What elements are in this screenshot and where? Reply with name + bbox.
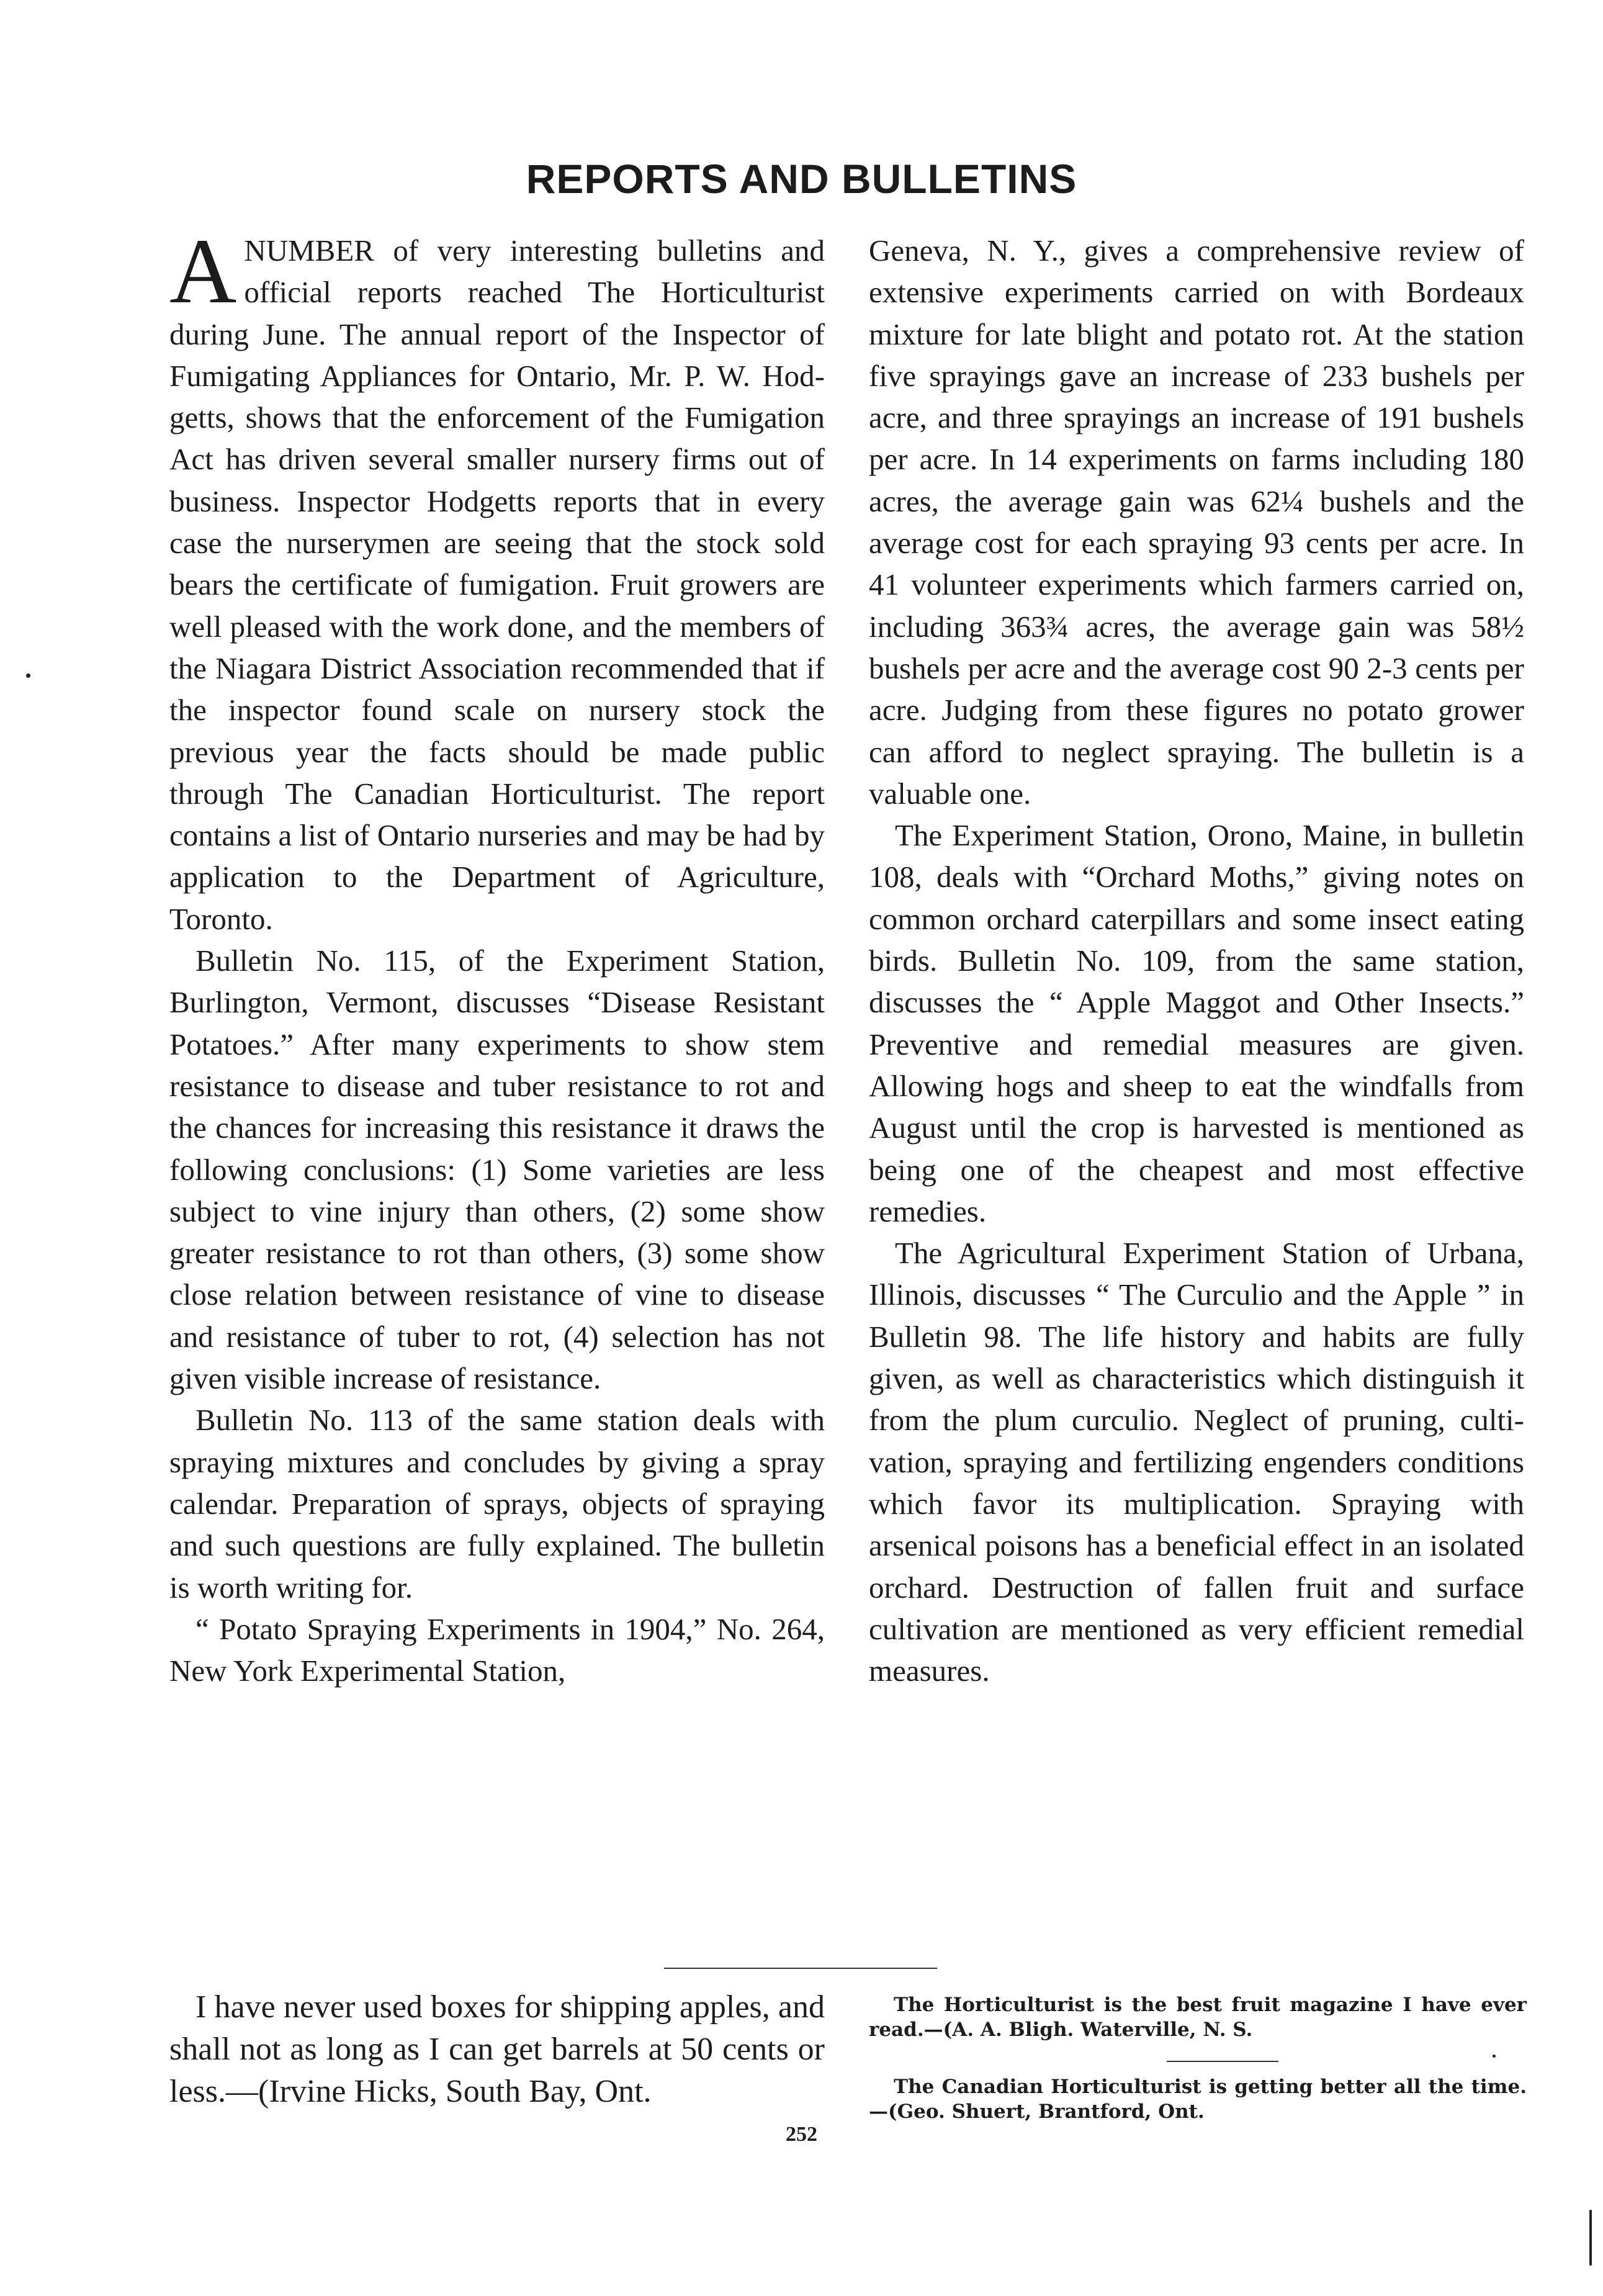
scan-speck [26,673,30,678]
reader-testimonial: I have never used boxes for shipping apples, and shall not as long as I can get barrels at 50 cents or less.—(Irvine Hicks, South Bay, Ont. [169,1989,825,2109]
section-divider [664,1968,937,1969]
intro-text: NUMBER of very interesting bulletins and official reports reached The Horticulturist during June. The annual report of the Inspector of Fumigating Appliances for Ontario, Mr. P. W. Hodgetts, shows that the enforcement of the Fumigation Act has driven several smaller nursery firms out of business. Inspector Hodgetts reports that in every case the nurserymen are seeing that the stock sold bears the certificate of fumigation. Fruit growers are well pleased with the work done, and the members of the Niagara District Association recommended that if the inspector found scale on nursery stock the previous year the facts should be made public through The Canadian Horticulturist. The report contains a list of Ontario nurseries and may be had by application to the Department of Agriculture, Toronto. [169,233,825,936]
right-column [869,230,1524,1691]
article-paragraph: Geneva, N. Y., gives a comprehensive review of extensive experiments carried on with Bordeaux mixture for late blight and potato rot. At the station five sprayings gave an increase of 233 bushels per acre, and three sprayings an increase of 191 bushels per acre. In 14 experiments on farms including 180 acres, the average gain was 62¼ bushels and the average cost for each spraying 93 cents per acre. In 41 volunteer experiments which farmers carried on, including 363¾ acres, the average gain was 58½ bushels per acre and the average cost 90 2-3 cents per acre. Judging from these figures no potato grower can afford to neglect spraying. The bulletin is a valuable one. [869,233,1524,811]
article-paragraph-intro [169,220,825,940]
article-paragraph: “ Potato Spraying Experiments in 1904,” No. 264, New York Experimental Station, [169,1611,825,1688]
article-paragraph: The Agricultural Experiment Station of Urbana, Illinois, discusses “ The Curculio and the Apple ” in Bulletin 98. The life history and habits are fully given, as well as characteristics which distinguish it from the plum curculio. Neglect of pruning, cultivation, spraying and fertilizing engenders conditions which favor its multiplication. Spraying with arsenical poisons has a beneficial effect in an isolated orchard. Destruction of fallen fruit and surface cultivation are mentioned as very efficient remedial measures. [869,1236,1524,1688]
short-divider [1167,2061,1278,2062]
article-paragraph: Bulletin No. 113 of the same station deals with spraying mixtures and concludes by giving a spray calendar. Preparation of sprays, objects of spraying and such questions are fully explained. The bulletin is worth writing for. [169,1403,825,1605]
testimonial-box [869,1992,1527,2124]
page-number: 252 [786,2123,817,2146]
article-paragraph: The Experiment Station, Orono, Maine, in bulletin 108, deals with “Orchard Moths,” giving notes on common orchard caterpillars and some insect eating birds. Bulletin No. 109, from the same station, discusses the “ Apple Maggot and Other Insects.” Preventive and remedial measures are given. Allowing hogs and sheep to eat the windfalls from August until the crop is harvested is mentioned as being one of the cheapest and most effective remedies. [869,818,1524,1228]
testimonial-quote: The Canadian Horticulturist is getting better all the time.—(Geo. Shuert, Brantford, Ont. [869,2076,1527,2123]
drop-cap: A [169,220,237,323]
testimonial-quote: The Horticulturist is the best fruit magazine I have ever read.—(A. A. Bligh. Waterville, N. S. [869,1994,1527,2041]
page-title: REPORTS AND BULLETINS [526,156,1077,202]
scan-speck [1493,2055,1496,2058]
left-column [169,220,825,1691]
scan-speck [1589,2210,1592,2266]
article-paragraph: Bulletin No. 115, of the Experiment Station, Burlington, Vermont, discusses “Disease Resistant Potatoes.” After many experiments to show stem resistance to disease and tuber resistance to rot and the chances for increasing this resistance it draws the following conclusions: (1) Some varieties are less subject to vine injury than others, (2) some show greater resistance to rot than others, (3) some show close relation between resistance of vine to disease and resistance of tuber to rot, (4) selection has not given visible increase of resistance. [169,943,825,1396]
